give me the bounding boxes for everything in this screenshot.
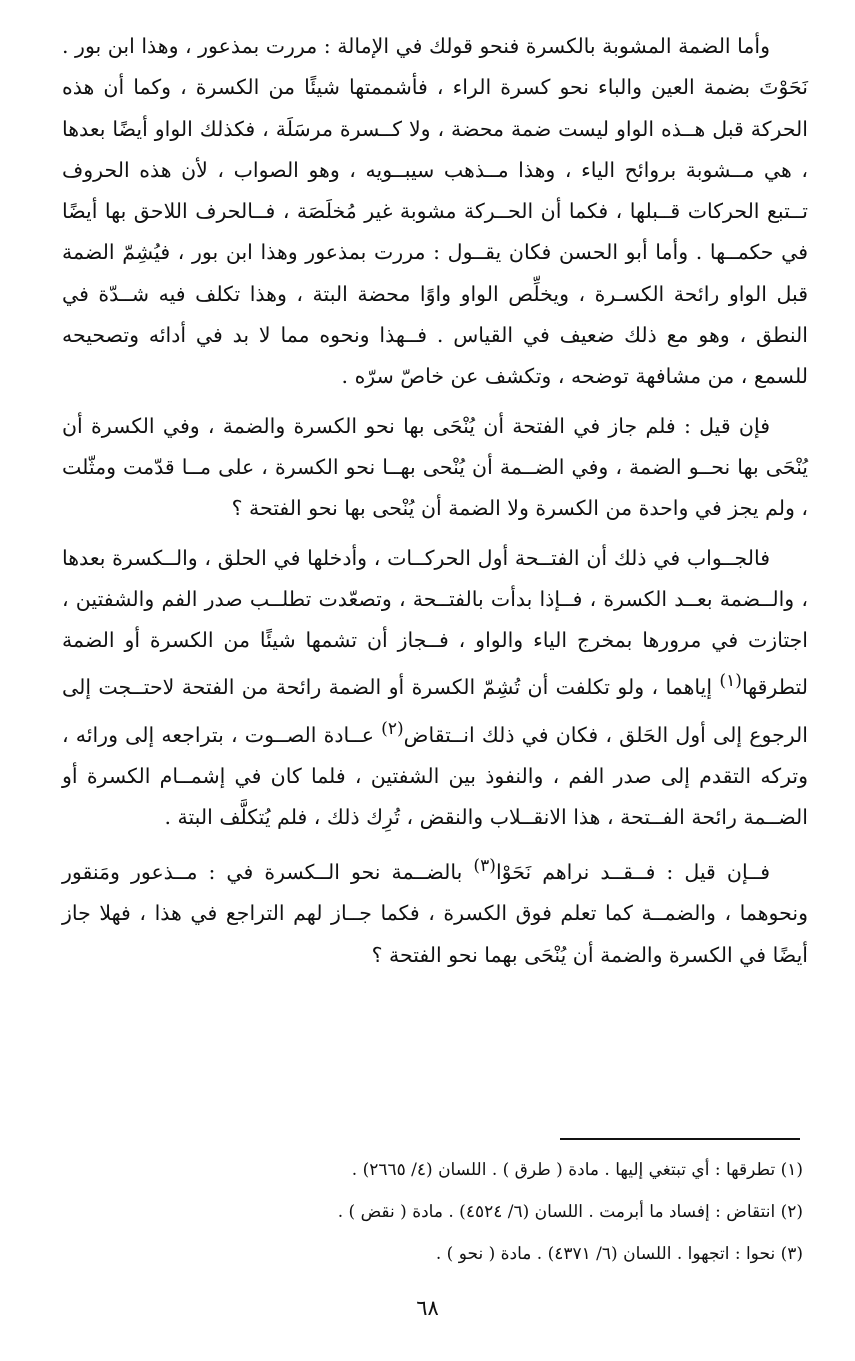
- paragraph-question-fatha: [62, 406, 808, 530]
- footnote-2: (٢) انتقاض : إفساد ما أبرمت . اللسان (٦/ ٤٥٢٤) . مادة ( نقض ) .: [337, 1202, 803, 1222]
- body-text: [62, 26, 808, 976]
- page-number: ٦٨: [416, 1296, 439, 1320]
- paragraph-answer: [62, 538, 808, 839]
- paragraph-4-text-a: فــإن قيل : فــقــد نراهم نَحَوْا: [495, 860, 770, 885]
- paragraph-3-text-c: عــادة الصــوت ، بتراجعه إلى ورائه ، وتركه التقدم إلى صدر الفم ، والنفوذ بين الشفتين ، فلما كان في إشمــام الكسرة أو الضــمة رائحة الفــتحة ، هذا الانقــلاب والنقض ، تُرِك ذلك ، فلم يُتكلَّف البتة .: [62, 722, 808, 829]
- paragraph-2-text: فإن قيل : فلم جاز في الفتحة أن يُنْحَى بها نحو الكسرة والضمة ، وفي الكسرة أن يُنْحَى بها نحــو الضمة ، وفي الضــمة أن يُنْحى بهــا نحو الكسرة ، على مــا قدّمت ومثّلت ، ولم يجز في واحدة من الكسرة ولا الضمة أن يُنْحى بها نحو الفتحة ؟: [62, 413, 808, 521]
- footnote-1: (١) تطرقها : أي تبتغي إليها . مادة ( طرق ) . اللسان (٤/ ٢٦٦٥) .: [351, 1160, 803, 1180]
- footnote-ref-1: (١): [719, 671, 742, 692]
- paragraph-3-text-b: إياهما ، ولو تكلفت أن تُشِمّ الكسرة أو الضمة رائحة من الفتحة لاحتــجت إلى الرجوع إلى أول الحَلق ، فكان في ذلك انــتقاض: [62, 675, 809, 747]
- paragraph-imala: [62, 26, 808, 398]
- footnotes: [62, 1149, 807, 1275]
- paragraph-1-text: وأما الضمة المشوبة بالكسرة فنحو قولك في الإمالة : مررت بمذعور ، وهذا ابن بور . نَحَوْتَ بضمة العين والباء نحو كسرة الراء ، فأشممتها شيئًا من الكسرة ، وكما أن هذه الحركة قبل هــذه الواو ليست ضمة محضة ، ولا كــسرة مرسَلَة ، فكذلك الواو أيضًا بعدها ، هي مــشوبة بروائح الياء ، وهذا مــذهب سيبــويه ، وهو الصواب ، لأن هذه الحروف تــتبع الحركات قــبلها ، فكما أن الحــركة مشوبة غير مُخلَصَة ، فــالحرف اللاحق بها أيضًا في حكمــها . وأما أبو الحسن فكان يقــول : مررت بمذعور وهذا ابن بور ، فيُشِمّ الضمة قبل الواو رائحة الكسـرة ، ويخلِّص الواو واوًا محضة البتة ، وهذا تكلف فيه شــدّة في النطق ، وهو مع ذلك ضعيف في القياس . فــهذا ونحوه مما لا بد في أدائه وتصحيحه للسمع ، من مشافهة توضحه ، وتكشف عن خاصّ سرّه .: [62, 34, 808, 389]
- footnote-separator: [560, 1138, 800, 1140]
- footnote-ref-3: (٣): [473, 856, 496, 877]
- footnote-3: (٣) نحوا : اتجهوا . اللسان (٦/ ٤٣٧١) . مادة ( نحو ) .: [435, 1244, 803, 1264]
- paragraph-4-text-b: بالضــمة نحو الــكسرة في : مــذعور ومَنقور ونحوهما ، والضمــة كما تعلم فوق الكسرة ، فكما جــاز لهم التراجع في هذا ، فهلا جاز أيضًا في الكسرة والضمة أن يُنْحَى بهما نحو الفتحة ؟: [62, 860, 808, 967]
- paragraph-question-damma: [62, 846, 808, 976]
- paragraph-3-text-a: فالجــواب في ذلك أن الفتــحة أول الحركــات ، وأدخلها في الحلق ، والــكسرة بعدها ، والــضمة بعــد الكسرة ، فــإذا بدأت بالفتــحة ، وتصعّدت تطلــب صدر الفم والشفتين ، اجتازت في مرورها بمخرج الياء والواو ، فــجاز أن تشمها شيئًا من الكسرة أو الضمة لتطرقها: [62, 545, 808, 700]
- footnote-ref-2: (٢): [381, 718, 404, 739]
